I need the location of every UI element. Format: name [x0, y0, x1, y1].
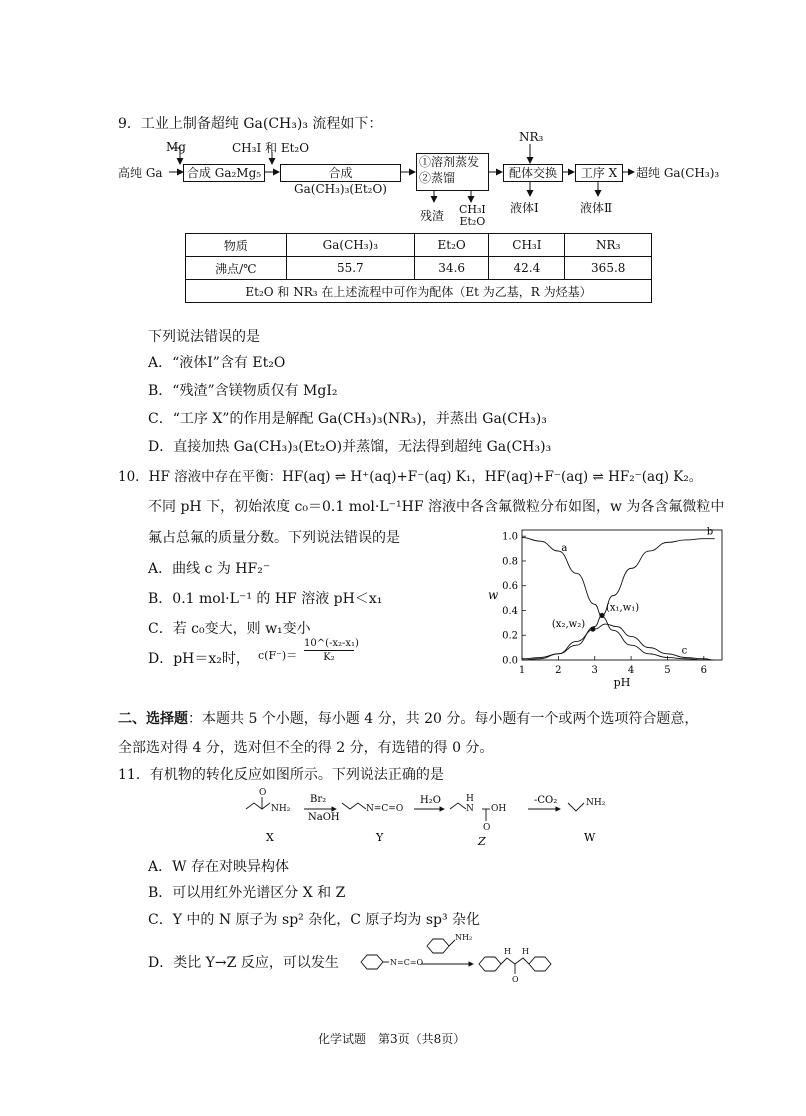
table-cell: 34.6	[415, 257, 489, 280]
table-cell: 55.7	[286, 257, 414, 280]
svg-text:N=C=O: N=C=O	[390, 958, 424, 967]
y-tick-label: 0.0	[502, 655, 518, 667]
series-label-a: a	[561, 543, 568, 555]
q10-option-b: B．0.1 mol·L⁻¹ 的 HF 溶液 pH＜x₁	[148, 591, 383, 607]
q10-line3: 氟占总氟的质量分数。下列说法错误的是	[148, 530, 400, 546]
flow-out4: 液体Ⅱ	[580, 201, 613, 215]
reagent-naoh: NaOH	[308, 812, 340, 823]
x-axis-label: pH	[613, 676, 631, 689]
table-header: Ga(CH₃)₃	[286, 234, 414, 257]
flow-nr3: NR₃	[519, 130, 544, 144]
q11-option-d-scheme	[355, 930, 565, 982]
label-y: Y	[376, 831, 384, 844]
table-cell: 365.8	[565, 257, 652, 280]
x-tick-label: 1	[518, 665, 526, 676]
section2-line1	[118, 708, 698, 728]
svg-text:NH₂: NH₂	[271, 804, 291, 814]
reagent-h2o: H₂O	[420, 795, 441, 806]
q9-option-a: A．“液体Ⅰ”含有 Et₂O	[148, 355, 286, 371]
svg-text:O: O	[259, 788, 267, 798]
flow-step1: 合成 Ga₂Mg₅	[183, 164, 265, 182]
y-tick-label: 0.8	[502, 556, 518, 568]
flow-out3: 液体Ⅰ	[510, 201, 539, 215]
cyclohexane-ring	[529, 957, 551, 971]
x-tick-label: 4	[627, 665, 635, 676]
q10-line1: 10．HF 溶液中存在平衡：HF(aq) ⇌ H⁺(aq)+F⁻(aq) K₁，HF(aq)+F⁻(aq) ⇌ HF₂⁻(aq) K₂。	[118, 469, 703, 485]
q10-formula-lhs: c(F⁻)＝	[258, 649, 298, 662]
svg-text:H: H	[504, 947, 511, 956]
svg-text:H: H	[522, 947, 529, 956]
q11-option-a: A．W 存在对映异构体	[148, 859, 289, 875]
x-tick-label: 3	[591, 665, 598, 676]
series-label-b: b	[706, 526, 714, 538]
q9-stem: 9．工业上制备超纯 Ga(CH₃)₃ 流程如下：	[118, 116, 383, 132]
table-header: 物质	[186, 234, 287, 257]
q10-formula	[304, 638, 359, 663]
svg-text:O: O	[512, 975, 519, 982]
curve-b	[522, 539, 715, 659]
flow-reagent2: CH₃I 和 Et₂O	[232, 141, 310, 155]
table-row-label: 沸点/℃	[186, 257, 287, 280]
x-tick-label: 5	[664, 665, 671, 676]
flow-step3a: ①溶剂蒸发	[419, 155, 480, 169]
label-z: Z	[478, 835, 486, 847]
point-label: (x₁,w₁)	[606, 602, 640, 614]
svg-text:N: N	[466, 804, 474, 814]
q10-formula-den: K₂	[323, 652, 335, 663]
table-note-row	[186, 280, 652, 303]
q10-option-a: A．曲线 c 为 HF₂⁻	[148, 561, 271, 577]
q11-stem: 11．有机物的转化反应如图所示。下列说法正确的是	[118, 767, 444, 783]
flow-step3b: ②蒸馏	[419, 171, 456, 185]
flow-mg: Mg	[166, 140, 186, 154]
reagent-br2: Br₂	[310, 794, 327, 805]
q10-option-d: D．pH＝x₂时，	[148, 651, 250, 667]
table-header: NR₃	[565, 234, 652, 257]
q9-question: 下列说法错误的是	[148, 329, 260, 345]
plot-frame	[522, 530, 722, 660]
x-tick-label: 2	[555, 665, 562, 676]
flow-step2: 合成 Ga(CH₃)₃(Et₂O)	[280, 164, 401, 182]
table-header-row	[186, 234, 652, 257]
flow-product: 超纯 Ga(CH₃)₃	[636, 166, 720, 180]
q9-option-b: B．“残渣”含镁物质仅有 MgI₂	[148, 383, 338, 399]
point-label: (x₂,w₂)	[551, 619, 586, 631]
svg-text:O: O	[483, 823, 491, 833]
flow-out2	[459, 204, 486, 228]
svg-text:H: H	[466, 794, 474, 804]
fraction-bar	[304, 650, 354, 651]
flow-start: 高纯 Ga	[118, 166, 163, 180]
reagent-co2: -CO₂	[534, 795, 558, 806]
series-label-c: c	[681, 645, 688, 657]
q10-option-c: C．若 c₀变大，则 w₁变小	[148, 621, 311, 637]
q9-option-d: D．直接加热 Ga(CH₃)₃(Et₂O)并蒸馏，无法得到超纯 Ga(CH₃)₃	[148, 439, 552, 455]
y-axis-label: w	[488, 588, 499, 602]
section2-desc: ：本题共 5 个小题，每小题 4 分，共 20 分。每小题有一个或两个选项符合题意，	[188, 711, 699, 727]
table-note: Et₂O 和 NR₃ 在上述流程中可作为配体（Et 为乙基，R 为烃基）	[186, 280, 652, 303]
table-header: Et₂O	[415, 234, 489, 257]
q11-reaction-scheme	[238, 785, 618, 847]
section2-line2: 全部选对得 4 分，选对但不全的得 2 分，有选错的得 0 分。	[118, 740, 494, 756]
svg-text:NH₂: NH₂	[455, 933, 473, 942]
cyclohexane-ring	[479, 957, 501, 971]
curve-a	[522, 537, 715, 660]
cyclohexane-ring	[427, 939, 449, 953]
flow-out2b: Et₂O	[459, 215, 486, 228]
page-footer: 化学试题 第3页（共8页）	[318, 1032, 466, 1046]
x-tick-label: 6	[700, 665, 708, 676]
y-tick-label: 0.2	[502, 630, 518, 642]
distribution-chart	[480, 518, 730, 703]
q11-option-c: C．Y 中的 N 原子为 sp² 杂化，C 原子均为 sp³ 杂化	[148, 912, 481, 928]
cyclohexane-ring	[361, 955, 383, 969]
q9-option-c: C．“工序 X”的作用是解配 Ga(CH₃)₃(NR₃)，并蒸出 Ga(CH₃)₃	[148, 411, 547, 427]
q11-option-d: D．类比 Y→Z 反应，可以发生	[148, 955, 339, 971]
flow-step4: 配体交换	[503, 164, 563, 182]
q10-line2: 不同 pH 下，初始浓度 c₀＝0.1 mol·L⁻¹HF 溶液中各含氟微粒分布如图，w 为各含氟微粒中	[148, 499, 725, 515]
table-row	[186, 257, 652, 280]
svg-text:N=C=O: N=C=O	[366, 804, 404, 814]
q11-option-b: B．可以用红外光谱区分 X 和 Z	[148, 885, 346, 901]
svg-text:NH₂: NH₂	[586, 798, 606, 808]
section2-title: 二、选择题	[118, 711, 188, 727]
table-cell: 42.4	[489, 257, 565, 280]
y-tick-label: 0.6	[502, 581, 518, 593]
flow-step5: 工序 X	[575, 164, 623, 182]
y-tick-label: 1.0	[502, 531, 518, 543]
flow-step3	[416, 153, 489, 191]
label-w: W	[584, 831, 596, 844]
flow-out1: 残渣	[420, 209, 445, 223]
q10-formula-num: 10^(-x₂-x₁)	[304, 638, 359, 649]
marked-point	[599, 613, 604, 618]
y-tick-label: 0.4	[502, 605, 518, 617]
flow-out2a: CH₃I	[459, 203, 486, 216]
svg-text:OH: OH	[491, 804, 507, 814]
label-x: X	[266, 831, 274, 844]
table-header: CH₃I	[489, 234, 565, 257]
q9-property-table	[185, 233, 652, 303]
marked-point	[590, 626, 595, 631]
